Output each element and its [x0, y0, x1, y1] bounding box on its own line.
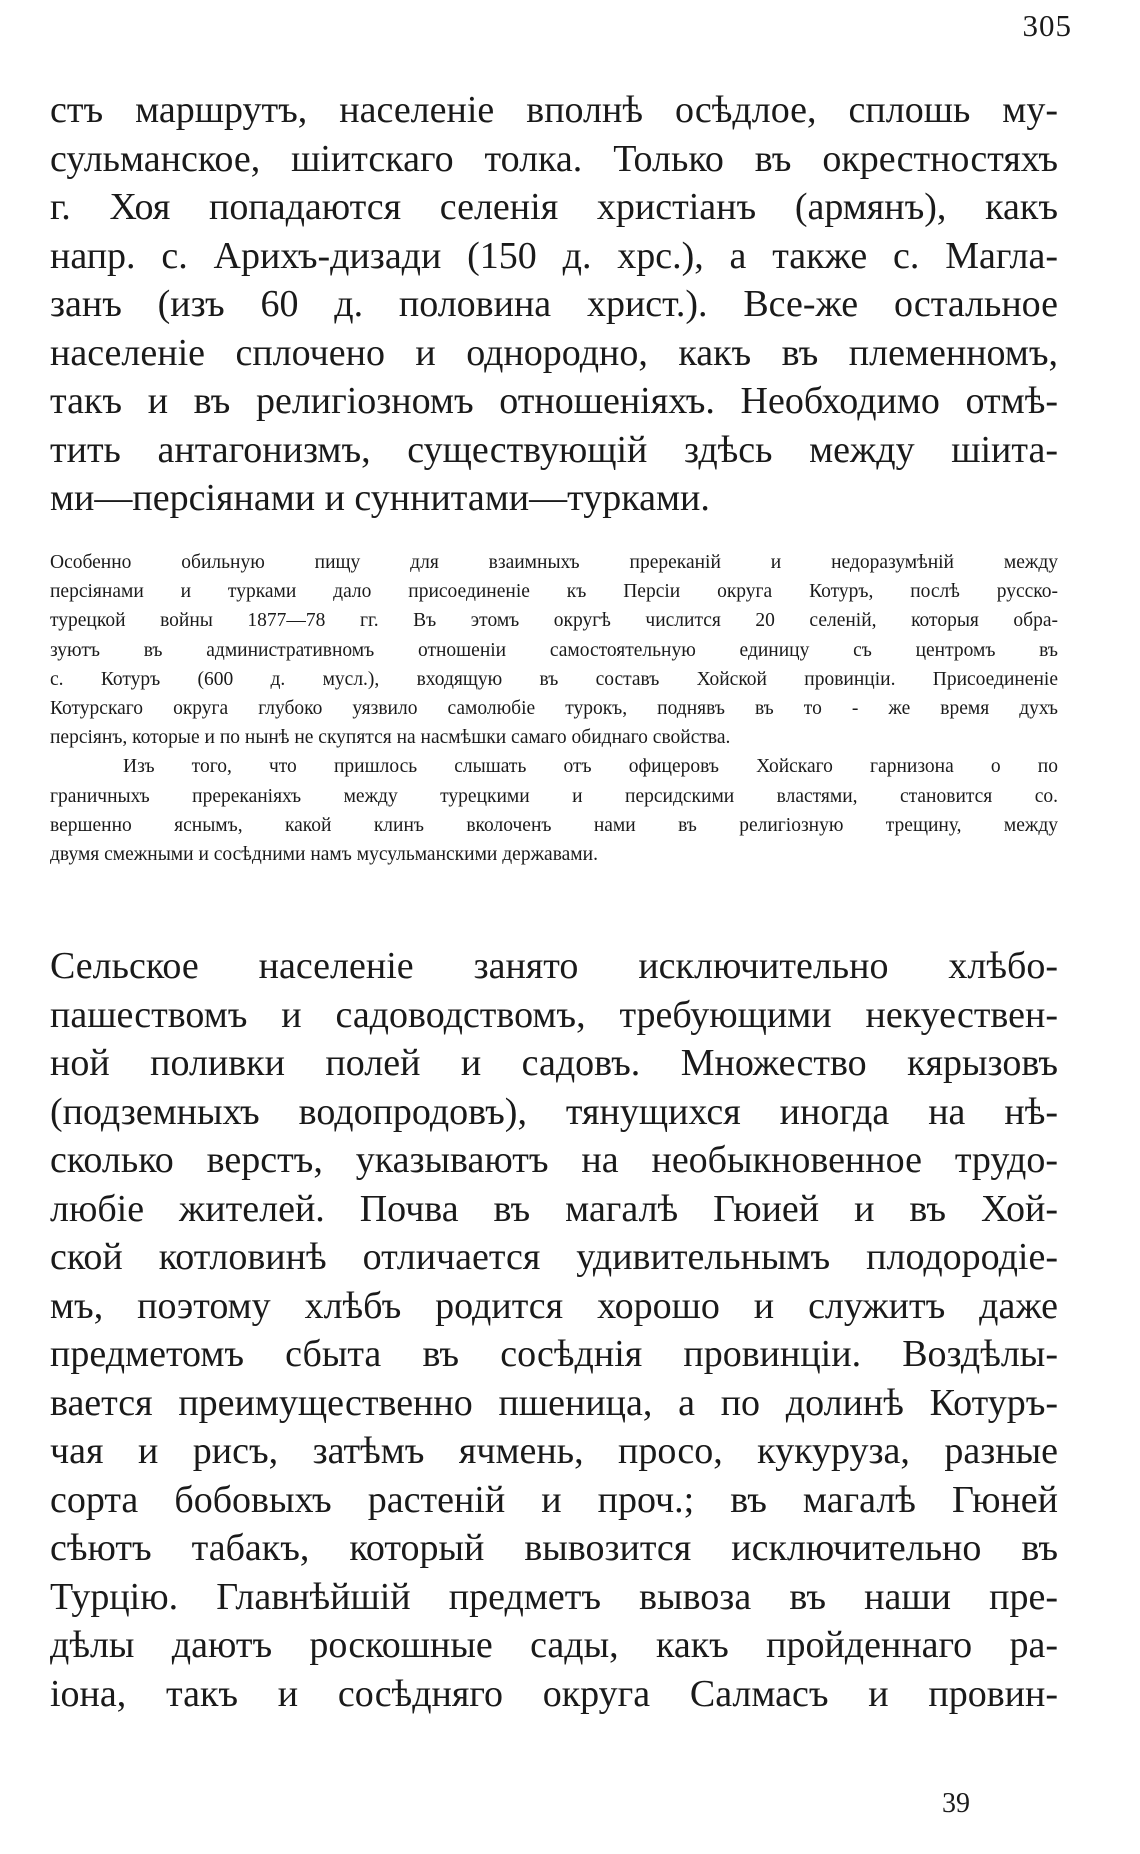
small-text-line: персіянами и турками дало присоединеніе къ Персіи округа Котуръ, послѣ русско-: [50, 581, 1058, 603]
small-text-line: персіянъ, которые и по нынѣ не скупятся на насмѣшки самаго обиднаго свойства.: [50, 727, 731, 749]
small-text-line: с. Котуръ (600 д. мусл.), входящую въ составъ Хойской провинціи. Присоединеніе: [50, 668, 1058, 690]
text-line: сѣютъ табакъ, который вывозится исключительно въ: [50, 1527, 1058, 1569]
text-line: сорта бобовыхъ растеній и проч.; въ магалѣ Гюней: [50, 1478, 1058, 1521]
text-line: населеніе сплочено и однородно, какъ въ племенномъ,: [50, 331, 1058, 374]
footnote-paragraph: [50, 548, 1058, 869]
text-line: мъ, поэтому хлѣбъ родится хорошо и служитъ даже: [50, 1284, 1058, 1327]
page-number: 305: [1022, 8, 1072, 43]
text-line: сколько верстъ, указываютъ на необыкновенное трудо-: [50, 1139, 1058, 1181]
paragraph-1: [50, 86, 1058, 523]
text-line: пашествомъ и садоводствомъ, требующими некуествен-: [50, 993, 1058, 1036]
text-line: любіе жителей. Почва въ магалѣ Гюией и въ Хой-: [50, 1187, 1058, 1230]
signature-mark: 39: [942, 1788, 970, 1819]
text-line: ми—персіянами и суннитами—турками.: [50, 477, 710, 519]
small-text-line: Котурскаго округа глубоко уязвило самолюбіе турокъ, поднявъ въ то - же время духъ: [50, 698, 1058, 720]
text-line: сульманское, шіитскаго толка. Только въ окрестностяхъ: [50, 137, 1058, 180]
text-line: такъ и въ религіозномъ отношеніяхъ. Необходимо отмѣ-: [50, 380, 1058, 422]
text-line: ской котловинѣ отличается удивительнымъ плодородіе-: [50, 1236, 1058, 1278]
text-line: занъ (изъ 60 д. половина христ.). Все-же остальное: [50, 283, 1058, 325]
text-line: стъ маршрутъ, населеніе вполнѣ осѣдлое, сплошь му-: [50, 89, 1058, 131]
text-line: чая и рисъ, затѣмъ ячмень, просо, кукуруза, разные: [50, 1430, 1058, 1472]
text-line: г. Хоя попадаются селенія христіанъ (армянъ), какъ: [50, 186, 1058, 228]
text-line: іона, такъ и сосѣдняго округа Салмасъ и провин-: [50, 1672, 1058, 1715]
text-line: дѣлы даютъ роскошные сады, какъ пройденнаго ра-: [50, 1624, 1058, 1666]
small-text-line: турецкой войны 1877—78 гг. Въ этомъ округѣ числится 20 селеній, которыя обра-: [50, 610, 1058, 632]
small-text-line: Особенно обильную пищу для взаимныхъ пререканій и недоразумѣній между: [50, 552, 1058, 573]
small-text-line: Изъ того, что пришлось слышать отъ офицеровъ Хойскаго гарнизона о по: [123, 756, 1058, 778]
text-line: (подземныхъ водопродовъ), тянущихся иногда на нѣ-: [50, 1090, 1058, 1133]
text-line: тить антагонизмъ, существующій здѣсь между шіита-: [50, 428, 1058, 471]
text-line: напр. с. Арихъ-дизади (150 д. хрс.), а также с. Магла-: [50, 234, 1058, 277]
small-text-line: вершенно яснымъ, какой клинъ вколоченъ нами въ религіозную трещину, между: [50, 814, 1058, 836]
text-line: ной поливки полей и садовъ. Множество кярызовъ: [50, 1042, 1058, 1084]
text-line: предметомъ сбыта въ сосѣднія провинціи. Воздѣлы-: [50, 1333, 1058, 1375]
paragraph-3: [50, 942, 1058, 1718]
text-line: Сельское населеніе занято исключительно хлѣбо-: [50, 945, 1058, 987]
text-line: вается преимущественно пшеница, а по долинѣ Котуръ-: [50, 1381, 1058, 1424]
text-line: Турцію. Главнѣйшій предметъ вывоза въ наши пре-: [50, 1575, 1058, 1618]
small-text-line: зуютъ въ административномъ отношеніи самостоятельную единицу съ центромъ въ: [50, 639, 1058, 661]
small-text-line: двумя смежными и сосѣдними намъ мусульманскими державами.: [50, 844, 598, 866]
small-text-line: граничныхъ пререканіяхъ между турецкими и персидскими властями, становится со.: [50, 785, 1058, 807]
